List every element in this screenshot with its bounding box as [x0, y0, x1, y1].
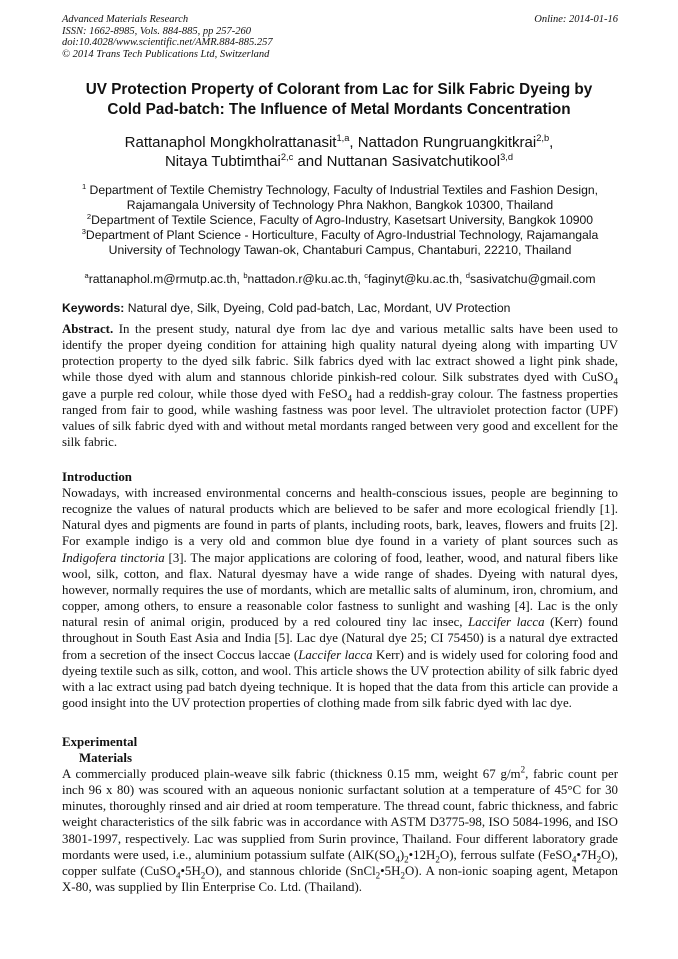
copyright-line: © 2014 Trans Tech Publications Ltd, Switzerland — [62, 48, 270, 60]
intro-text: Nowadays, with increased environmental concerns and health-conscious issues, people are beginning to recognize the values of natural products which are believed to be safer and more ecological friendly [1]. Natural dyes and pigments are found in parts of plants, including roots, bark, leaves, flowers and fruits [2]. For example indigo is a very old and common blue dye found in a variety of plant sources such as — [62, 486, 618, 549]
materials-text: •5H — [380, 863, 401, 878]
subscript: 2 — [400, 870, 405, 881]
intro-text: [3]. The major applications are coloring of food, leather, wood, and natural fibers like wool, silk, cotton, and flax. Natural dyesmay have a wide range of shades. Dyeing with natural dyes, however, normally requires the use of mordants, which are metallic salts of aluminum, iron, chromium, and copper, among others, to ensure a reasonable color fastness to sunlight and washing [4]. Lac is the only natural resin of animal origin, produced by a red coloured tiny lac insec, — [62, 550, 618, 630]
paper-title — [50, 80, 628, 120]
abstract-label: Abstract. — [62, 322, 114, 336]
intro-text: (Kerr) found throughout in South East Asia and India [5]. Lac dye (Natural dye 25; CI 75450) is a natural dye extracted from a secretion of the insect Coccus laccae ( — [62, 615, 618, 662]
author-line-2 — [50, 152, 628, 171]
affiliation-1-num: 1 — [81, 181, 87, 191]
affiliation-1-line-b: Rajamangala University of Technology Phra Nakhon, Bangkok 10300, Thailand — [126, 198, 554, 212]
author-separator: , — [549, 134, 554, 151]
intro-text: Kerr) and is widely used for coloring food and dyeing textile such as silk, cotton, and wool. This article shows the UV protection ability of silk fabric dyed with a lac extract using pad batch dyeing technique. It is hoped that the data from this article can provide a good insight into the UV protection properties of clothing made from silk fabric dyed with lac dye. — [62, 647, 618, 711]
introduction-heading: Introduction — [62, 470, 132, 484]
affiliations — [62, 183, 618, 258]
affiliation-3-line-b: University of Technology Tawan-ok, Chantaburi Campus, Chantaburi, 22210, Thailand — [108, 243, 572, 257]
affiliation-2-text: Department of Textile Science, Faculty of Agro-Industry, Kasetsart University, Bangkok 10900 — [91, 213, 594, 227]
species-name: Indigofera tinctoria — [62, 550, 165, 565]
species-name: Laccifer lacca — [468, 615, 545, 630]
author-1: Rattanaphol Mongkholrattanasit — [124, 134, 337, 151]
subscript: 2 — [435, 854, 440, 865]
subscript: 2 — [596, 854, 602, 865]
species-name: Laccifer lacca — [298, 647, 373, 662]
author-2: Nattadon Rungruangkitkrai — [357, 134, 537, 151]
materials-text: A commercially produced plain-weave silk fabric (thickness 0.15 mm, weight 67 g/m — [62, 767, 521, 781]
subscript: 4 — [395, 854, 400, 865]
materials-text: •7H — [576, 847, 597, 862]
subscript: 4 — [347, 393, 352, 404]
abstract — [62, 321, 618, 450]
materials-text: O). A non-ionic soaping agent, Metapon X-80, was supplied by Ilin Enterprise Co. Ltd. (Thailand). — [62, 863, 618, 895]
abstract-text: had a reddish-gray colour. The fastness properties ranged from fair to good, while washing fastness was poor level. The ultraviolet protection factor (UPF) values of silk fabric dyed with and without metal mordants ranged between very good and excellent for the silk fabric. — [62, 386, 618, 450]
subscript: 4 — [571, 854, 577, 865]
email-3: faginyt@ku.ac.th, — [368, 272, 466, 286]
author-2-sup: 2,b — [536, 133, 550, 143]
subscript: 2 — [200, 870, 206, 881]
email-1: rattanaphol.m@rmutp.ac.th, — [88, 272, 244, 286]
author-list — [50, 133, 628, 171]
affiliation-3-line-a: Department of Plant Science - Horticulture, Faculty of Agro-Industrial Technology, Rajamangala — [85, 228, 599, 242]
author-conjunction: and — [293, 153, 327, 170]
running-header — [62, 14, 618, 60]
author-separator: , — [349, 134, 358, 151]
materials-text: •5H — [180, 863, 201, 878]
issn-line: ISSN: 1662-8985, Vols. 884-885, pp 257-260 — [62, 25, 251, 37]
affiliation-2 — [62, 213, 618, 228]
materials-text: •12H — [408, 847, 436, 862]
email-3-sup: c — [364, 270, 369, 280]
formula-feso4: FeSO — [318, 386, 348, 401]
email-1-sup: a — [84, 270, 89, 280]
affiliation-1-line-a: Department of Textile Chemistry Technology, Faculty of Industrial Textiles and Fashion Design, — [86, 183, 599, 197]
title-line-2: Cold Pad-batch: The Influence of Metal Mordants Concentration — [107, 101, 571, 118]
materials-text: O), copper sulfate (CuSO — [62, 847, 618, 878]
experimental-heading: Experimental — [62, 735, 138, 749]
title-line-1: UV Protection Property of Colorant from Lac for Silk Fabric Dyeing by — [85, 81, 593, 98]
materials-text: O), and stannous chloride (SnCl — [205, 863, 376, 878]
author-1-sup: 1,a — [336, 133, 350, 143]
affiliation-3 — [62, 228, 618, 243]
subscript: 2 — [404, 854, 409, 865]
email-list — [62, 272, 618, 287]
subscript: 2 — [375, 870, 381, 881]
materials-text: ) — [399, 847, 405, 862]
materials-text: , fabric count per inch 96 x 80) was scoured with an aqueous nonionic surfactant solution at a temperature of 45°C for 30 minutes, thoroughly rinsed and air dried at room temperature. The thread count, fabric thickness, and fabric weight characteristics of the silk fabric was in accordance with ASTM D3775-98, ISO 5084-1996, and ISO 3801-1997, respectively. Lac was supplied from Surin province, Thailand. Four different laboratory grade mordants were used, i.e., aluminium potassium sulfate (AlK(SO — [62, 767, 618, 862]
formula-cuso4: CuSO — [581, 370, 614, 385]
author-3-sup: 2,c — [280, 152, 294, 162]
abstract-text: In the present study, natural dye from lac dye and various metallic salts have been used to identify the proper dyeing condition for attaining high quality natural dyeing along with imparting UV protection property to the dyed silk fabric. Silk fabrics dyed with lac extract showed a light pink shade, while those dyed with alum and stannous chloride pinkish-red colour. Silk substrates dyed with — [62, 322, 618, 385]
affiliation-2-num: 2 — [86, 211, 92, 221]
affiliation-3-num: 3 — [81, 226, 86, 236]
materials-heading: Materials — [79, 751, 132, 765]
introduction-body — [62, 485, 618, 711]
abstract-text: gave a purple red colour, while those dyed with — [62, 386, 319, 401]
author-4-sup: 3,d — [500, 152, 514, 162]
author-4: Nuttanan Sasivatchutikool — [326, 153, 501, 170]
email-2-sup: b — [243, 270, 248, 280]
author-3: Nitaya Tubtimthai — [164, 153, 281, 170]
affiliation-1 — [62, 183, 618, 198]
email-2: nattadon.r@ku.ac.th, — [247, 272, 365, 286]
keywords-text: Natural dye, Silk, Dyeing, Cold pad-batch, Lac, Mordant, UV Protection — [124, 301, 511, 315]
materials-body — [62, 766, 618, 895]
subscript: 4 — [613, 377, 618, 388]
author-line-1 — [50, 133, 628, 152]
keywords — [62, 301, 618, 316]
doi-line: doi:10.4028/www.scientific.net/AMR.884-885.257 — [62, 37, 273, 48]
keywords-label: Keywords: — [62, 301, 125, 315]
online-date: Online: 2014-01-16 — [534, 14, 618, 25]
email-4: sasivatchu@gmail.com — [469, 272, 596, 286]
email-4-sup: d — [465, 270, 470, 280]
subscript: 4 — [175, 870, 181, 881]
materials-text: O), ferrous sulfate (FeSO — [439, 847, 572, 862]
journal-name: Advanced Materials Research — [62, 14, 189, 25]
superscript: 2 — [520, 764, 526, 775]
